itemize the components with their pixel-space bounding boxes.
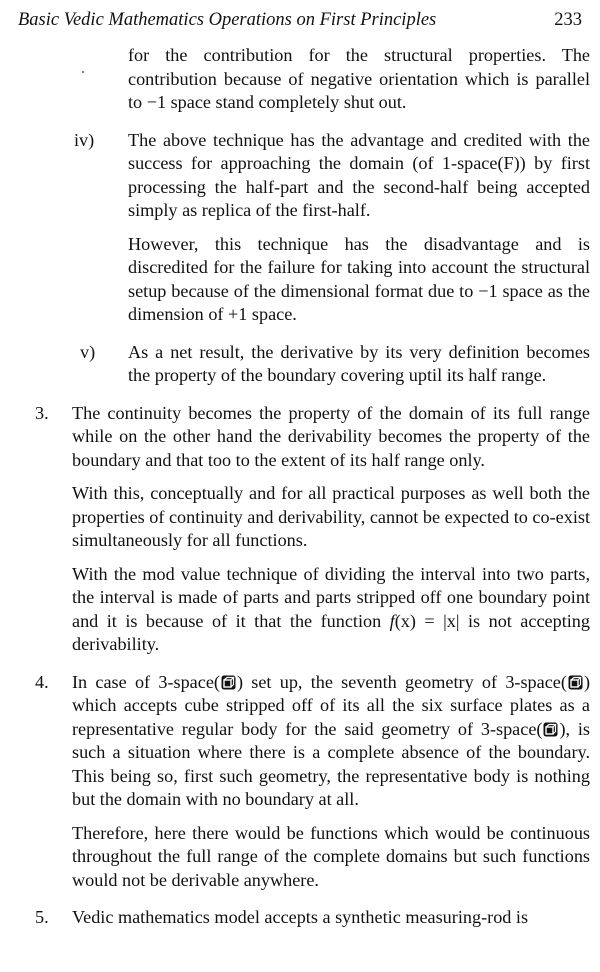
- sub-item-marker: v): [80, 341, 96, 362]
- list-item-3-paragraph-3: With the mod value technique of dividing the interval into two parts, the interval is made of parts and parts stripped off one boundary point and it is because of it that the function f(x) = |x| is not accepting derivability.: [72, 563, 590, 654]
- cube-symbol-icon: [543, 722, 558, 737]
- list-item-text: Vedic mathematics model accepts a synthetic measuring-rod is: [72, 907, 529, 927]
- list-item-marker: 4.: [35, 671, 49, 692]
- page-number: 233: [554, 10, 582, 30]
- list-item-marker: 3.: [35, 402, 49, 423]
- list-item-3: [35, 402, 590, 473]
- cube-symbol-icon: [568, 675, 583, 690]
- list-item-4: 4. In case of 3-space( ) set up, the seventh geometry of 3-space( ) which accepts cube stripped off of its all the six surface plates as a representative regular body for the said geometry of 3-space( ), is such a situation where there is a complete absence of the boundary. This being so, first such geometry, the representative body is nothing but the domain with no boundary at all.: [35, 671, 590, 809]
- continued-paragraph: for the contribution for the structural properties. The contribution because of negative orientation which is parallel to −1 space stand completely shut out.: [128, 45, 590, 112]
- page-header: [18, 6, 582, 34]
- list-item-3-paragraph-2: With this, conceptually and for all practical purposes as well both the properties of continuity and derivability, cannot be expected to co-exist simultaneously for all functions.: [72, 483, 591, 550]
- sub-item-iv-continuation: However, this technique has the disadvantage and is discredited for the failure for taking into account the structural setup because of the dimensional format due to −1 space as the dimension of +1 space.: [128, 233, 590, 324]
- body-text: [0, 44, 600, 930]
- sub-item-marker: iv): [74, 129, 95, 150]
- sub-item-text: As a net result, the derivative by its very definition becomes the property of the boundary covering uptil its half range.: [128, 341, 590, 385]
- sub-item-v: [80, 341, 590, 388]
- cube-symbol-icon: [221, 675, 236, 690]
- list-item-4-paragraph-2: Therefore, here there would be functions which would be continuous throughout the full range of the complete domains but such functions would not be derivable anywhere.: [72, 822, 590, 890]
- running-head: Basic Vedic Mathematics Operations on First Principles: [18, 10, 437, 30]
- function-symbol: f: [389, 610, 395, 631]
- list-item-marker: 5.: [35, 907, 49, 927]
- sub-item-iv: [74, 129, 590, 223]
- list-item-text: The continuity becomes the property of the domain of its full range while on the other hand the derivability becomes the property of the boundary and that too to the extent of its half range only.: [72, 402, 590, 470]
- sub-item-text: The above technique has the advantage and credited with the success for approaching the domain (of 1-space(F)) by first processing the half-part and the second-half being accepted simply as replica of the first-half.: [128, 129, 590, 220]
- list-item-5: [35, 906, 590, 930]
